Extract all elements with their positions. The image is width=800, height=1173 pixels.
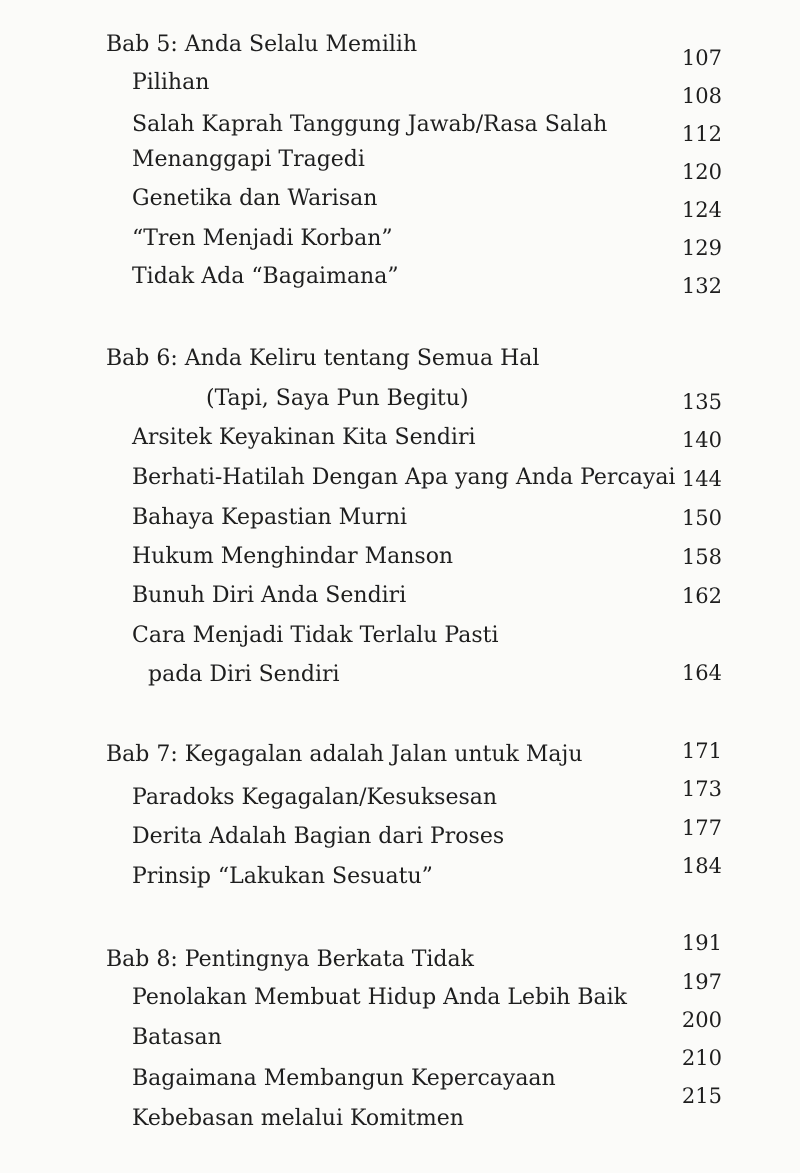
chapter-6-page: 135	[681, 390, 722, 414]
toc-entry-page: 144	[681, 467, 722, 491]
toc-entry-page: 112	[681, 122, 722, 146]
toc-entry: Batasan	[132, 1025, 222, 1050]
toc-entry-page: 177	[681, 816, 722, 840]
chapter-5-page: 107	[681, 46, 722, 70]
chapter-8-heading: Bab 8: Pentingnya Berkata Tidak	[106, 947, 474, 972]
toc-entry-continued: pada Diri Sendiri	[148, 662, 340, 687]
toc-entry: Menanggapi Tragedi	[132, 147, 365, 172]
toc-entry: Bunuh Diri Anda Sendiri	[132, 583, 407, 608]
toc-entry-page: 162	[681, 584, 722, 608]
chapter-5-heading: Bab 5: Anda Selalu Memilih	[106, 32, 418, 57]
toc-entry-page: 197	[681, 970, 722, 994]
toc-entry: Bahaya Kepastian Murni	[132, 505, 408, 530]
toc-entry: Cara Menjadi Tidak Terlalu Pasti	[132, 623, 499, 648]
toc-entry-page: 124	[681, 198, 722, 222]
toc-entry: Genetika dan Warisan	[132, 186, 378, 211]
toc-entry: “Tren Menjadi Korban”	[132, 226, 393, 251]
toc-entry-page: 120	[681, 160, 722, 184]
chapter-7-page: 171	[681, 739, 722, 763]
toc-entry: Paradoks Kegagalan/Kesuksesan	[132, 785, 498, 810]
toc-entry-page: 140	[681, 428, 722, 452]
toc-entry-page: 158	[681, 545, 722, 569]
toc-entry: Bagaimana Membangun Kepercayaan	[132, 1066, 556, 1091]
toc-entry-page: 164	[681, 661, 722, 685]
toc-entry-page: 150	[681, 506, 722, 530]
toc-entry-page: 215	[681, 1084, 722, 1108]
toc-entry: Prinsip “Lakukan Sesuatu”	[132, 864, 433, 889]
toc-entry-page: 200	[681, 1008, 722, 1032]
toc-entry-page: 210	[681, 1046, 722, 1070]
toc-entry: Penolakan Membuat Hidup Anda Lebih Baik	[132, 985, 627, 1010]
toc-entry-page: 184	[681, 854, 722, 878]
toc-entry-page: 173	[681, 777, 722, 801]
toc-entry: Kebebasan melalui Komitmen	[132, 1106, 464, 1131]
chapter-8-page: 191	[681, 931, 722, 955]
toc-entry-page: 132	[681, 274, 722, 298]
toc-entry: Derita Adalah Bagian dari Proses	[132, 824, 505, 849]
toc-entry: Pilihan	[132, 70, 210, 95]
toc-entry-page: 108	[681, 84, 722, 108]
toc-entry: Salah Kaprah Tanggung Jawab/Rasa Salah	[132, 112, 608, 137]
toc-entry: Tidak Ada “Bagaimana”	[132, 264, 399, 289]
chapter-7-heading: Bab 7: Kegagalan adalah Jalan untuk Maju	[106, 742, 583, 767]
toc-entry: Hukum Menghindar Manson	[132, 544, 454, 569]
toc-entry: Arsitek Keyakinan Kita Sendiri	[132, 425, 476, 450]
chapter-6-heading-continued: (Tapi, Saya Pun Begitu)	[206, 386, 469, 411]
chapter-6-heading: Bab 6: Anda Keliru tentang Semua Hal	[106, 346, 540, 371]
toc-entry-page: 129	[681, 236, 722, 260]
toc-entry: Berhati-Hatilah Dengan Apa yang Anda Percayai	[132, 465, 676, 490]
